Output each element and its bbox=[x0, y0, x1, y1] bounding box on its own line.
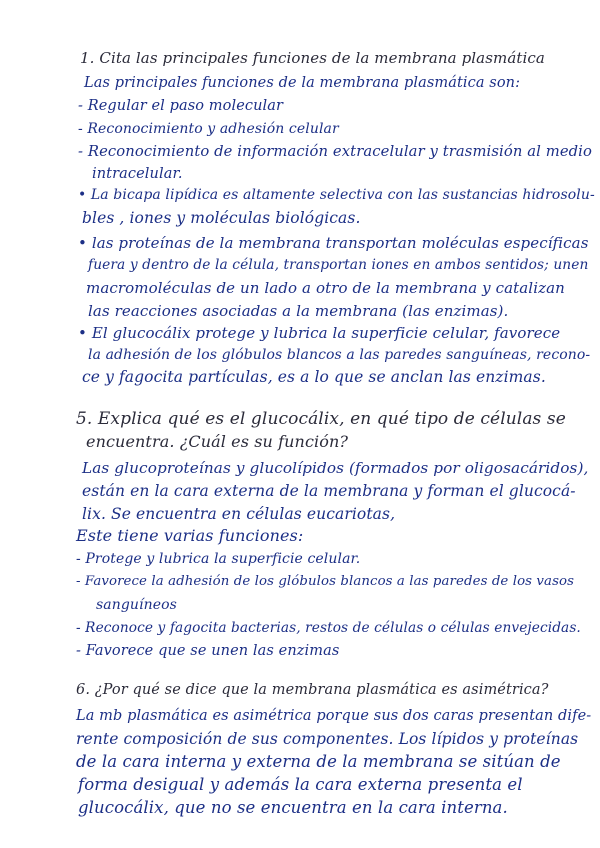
question-1: 1. Cita las principales funciones de la membrana plasmática bbox=[80, 49, 545, 67]
q1-answer-line: macromoléculas de un lado a otro de la membrana y catalizan bbox=[86, 279, 565, 297]
q5-answer-line: - Reconoce y fagocita bacterias, restos de células o células envejecidas. bbox=[76, 620, 581, 636]
q6-answer-line: glucocálix, que no se encuentra en la cara interna. bbox=[78, 798, 508, 817]
q1-answer-line: • las proteínas de la membrana transportan moléculas específicas bbox=[78, 234, 589, 252]
q5-answer-line: están en la cara externa de la membrana y forman el glucocá- bbox=[82, 482, 576, 500]
q6-answer-line: forma desigual y además la cara externa presenta el bbox=[78, 775, 523, 794]
q1-answer-line: - Reconocimiento de información extracelular y trasmisión al medio bbox=[78, 143, 592, 160]
q1-answer-line: • La bicapa lipídica es altamente selectiva con las sustancias hidrosolu- bbox=[78, 187, 595, 203]
q1-answer-line: Las principales funciones de la membrana plasmática son: bbox=[84, 75, 521, 91]
q1-answer-line: las reacciones asociadas a la membrana (las enzimas). bbox=[88, 302, 509, 320]
q1-answer-line: fuera y dentro de la célula, transportan iones en ambos sentidos; unen bbox=[88, 257, 589, 273]
q1-answer-line: • El glucocálix protege y lubrica la superficie celular, favorece bbox=[78, 324, 561, 342]
q5-answer-line: - Protege y lubrica la superficie celular. bbox=[76, 551, 361, 567]
question-6: 6. ¿Por qué se dice que la membrana plasmática es asimétrica? bbox=[76, 682, 549, 698]
q5-answer-line: Este tiene varias funciones: bbox=[76, 526, 304, 545]
q5-answer-line: Las glucoproteínas y glucolípidos (formados por oligosacáridos), bbox=[82, 459, 589, 477]
q1-answer-line: intracelular. bbox=[92, 166, 183, 182]
question-5-line: encuentra. ¿Cuál es su función? bbox=[86, 432, 349, 451]
q5-answer-line: - Favorece que se unen las enzimas bbox=[76, 643, 340, 659]
q6-answer-line: de la cara interna y externa de la membrana se sitúan de bbox=[76, 752, 561, 771]
q1-answer-line: ce y fagocita partículas, es a lo que se anclan las enzimas. bbox=[82, 368, 546, 386]
q5-answer-line: - Favorece la adhesión de los glóbulos blancos a las paredes de los vasos bbox=[76, 574, 575, 589]
q1-answer-line: - Regular el paso molecular bbox=[78, 98, 284, 114]
q6-answer-line: rente composición de sus componentes. Los lípidos y proteínas bbox=[76, 730, 579, 748]
q1-answer-line: bles , iones y moléculas biológicas. bbox=[82, 209, 361, 227]
q5-answer-line: sanguíneos bbox=[96, 597, 177, 613]
q5-answer-line: lix. Se encuentra en células eucariotas, bbox=[82, 505, 396, 523]
q1-answer-line: - Reconocimiento y adhesión celular bbox=[78, 121, 339, 137]
question-5-line: 5. Explica qué es el glucocálix, en qué tipo de células se bbox=[76, 409, 566, 429]
q6-answer-line: La mb plasmática es asimétrica porque sus dos caras presentan dife- bbox=[76, 708, 592, 724]
q1-answer-line: la adhesión de los glóbulos blancos a las paredes sanguíneas, recono- bbox=[88, 347, 591, 363]
